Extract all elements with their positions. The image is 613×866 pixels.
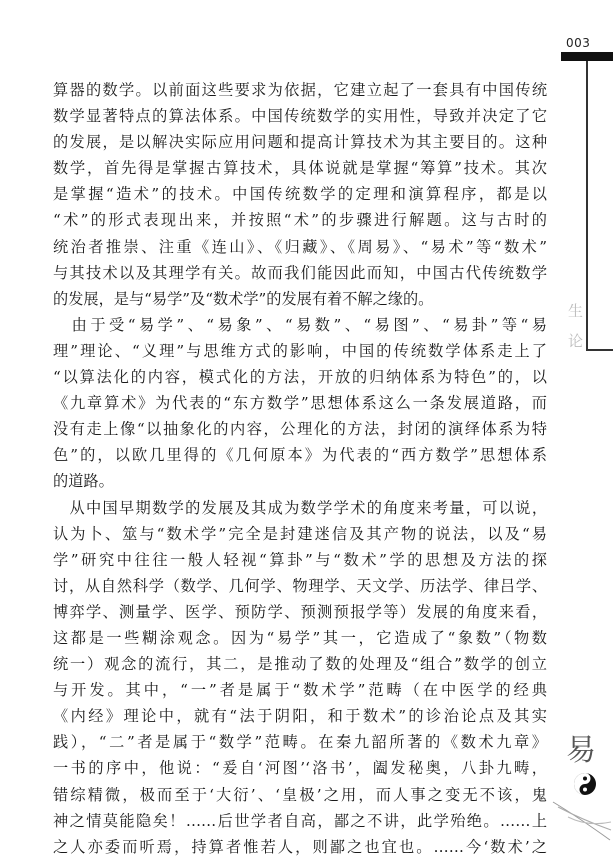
- yi-yinyang-logo-icon: [548, 722, 613, 842]
- text-line: 理”理论、“义理”与思维方式的影响，中国的传统数学体系走上了: [53, 341, 547, 360]
- text-line: 《内经》理论中，就有“法于阴阳，和于数术”的诊治论点及其实: [53, 707, 547, 726]
- margin-rule: [586, 61, 588, 351]
- text-line: 学”研究中往往一般人轻视“算卦”与“数术”学的思想及方法的探: [53, 550, 547, 569]
- body-text: [53, 77, 547, 860]
- text-line: “以算法化的内容，模式化的方法，开放的归纳体系为特色”的，以: [53, 368, 547, 387]
- text-line: 的道路。: [53, 472, 114, 491]
- svg-text:易: 易: [566, 733, 596, 768]
- text-line: “术”的形式表现出来，并按照“术”的步骤进行解题。这与古时的: [53, 211, 547, 230]
- text-line: 从中国早期数学的发展及其成为数学学术的角度来考量，可以说，: [53, 498, 547, 517]
- text-line: 与开发。其中，“一”者是属于“数术学”范畴（在中医学的经典: [53, 681, 547, 700]
- text-line: 统治者推崇、注重《连山》、《归藏》、《周易》、“易术”等“数术”: [53, 237, 547, 256]
- text-line: 认为卜、筮与“数术学”完全是封建迷信及其产物的说法，以及“易: [53, 524, 547, 543]
- text-line: 之人亦委而听焉，持算者惟若人，则鄙之也宜也。……今‘数术’之: [53, 837, 547, 856]
- page-number: 003: [566, 36, 591, 50]
- text-line: 与其技术以及其理学有关。故而我们能因此而知，中国古代传统数学: [53, 263, 547, 282]
- text-line: 数学显著特点的算法体系。中国传统数学的实用性，导致并决定了它: [53, 107, 547, 126]
- text-line: 是掌握“造术”的技术。中国传统数学的定理和演算程序，都是以: [53, 185, 547, 204]
- text-line: 的发展，是以解决实际应用问题和提高计算技术为其主要目的。这种: [53, 133, 547, 152]
- text-line: 数学，首先得是掌握古算技术，具体说就是掌握“筹算”技术。其次: [53, 159, 547, 178]
- header-bar: [561, 52, 613, 61]
- margin-char-lun: 论: [568, 332, 584, 350]
- margin-char-sheng: 生: [568, 302, 584, 320]
- text-line: 神之情莫能隐矣！……后世学者自高，鄙之不讲，此学殆绝。……上: [53, 811, 547, 830]
- text-line: 统一）观念的流行，其二，是推动了数的处理及“组合”数学的创立: [53, 655, 547, 674]
- text-line: 讨，从自然科学（数学、几何学、物理学、天文学、历法学、律吕学、: [53, 576, 547, 595]
- text-line: 色”的，以欧几里得的《几何原本》为代表的“西方数学”思想体系: [53, 446, 547, 465]
- text-line: 一书的序中，他说：“爰自‘河图’‘洛书’，阖发秘奥，八卦九畴，: [53, 759, 547, 778]
- text-line: 由于受“易学”、“易象”、“易数”、“易图”、“易卦”等“易: [53, 315, 547, 334]
- text-line: 错综精微，极而至于‘大衍’、‘皇极’之用，而人事之变无不该，鬼: [53, 785, 547, 804]
- text-line: 的发展，是与“易学”及“数术学”的发展有着不解之缘的。: [53, 289, 434, 308]
- margin-bracket: [586, 349, 613, 351]
- text-line: 没有走上像“以抽象化的内容，公理化的方法，封闭的演绎体系为特: [53, 420, 547, 439]
- text-line: 这都是一些糊涂观念。因为“易学”其一，它造成了“象数”（物数: [53, 628, 547, 647]
- text-line: 《九章算术》为代表的“东方数学”思想体系这么一条发展道路，而: [53, 394, 547, 413]
- text-line: 博弈学、测量学、医学、预防学、预测预报学等）发展的角度来看，: [53, 602, 547, 621]
- text-line: 践），“二”者是属于“数学”范畴。在秦九韶所著的《数术九章》: [53, 733, 547, 752]
- text-line: 算器的数学。以前面这些要求为依据，它建立起了一套具有中国传统: [53, 81, 547, 99]
